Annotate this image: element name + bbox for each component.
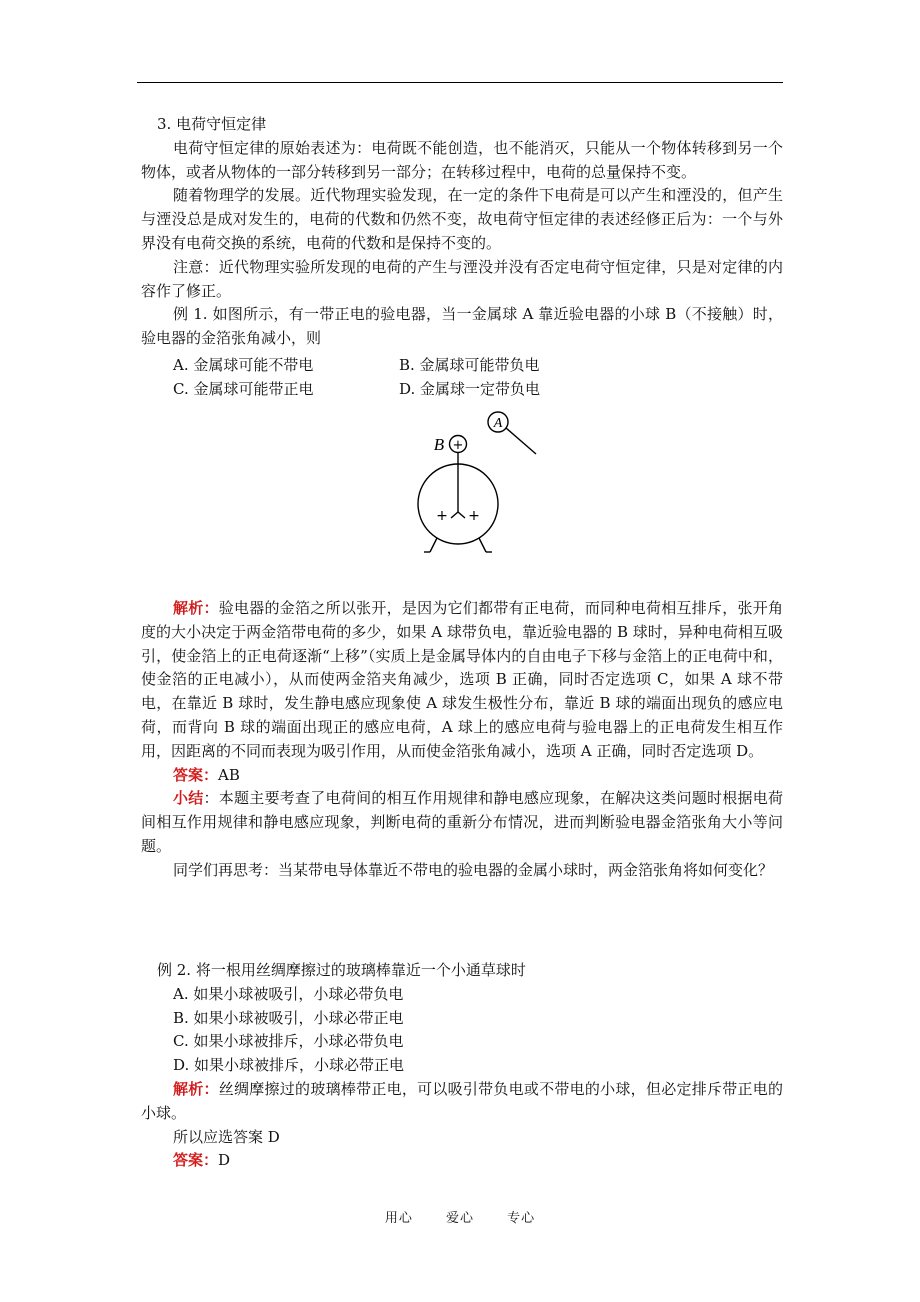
example2 — [141, 959, 783, 1173]
electroscope-figure — [410, 406, 542, 558]
example1-options — [173, 354, 540, 402]
answer-value: AB — [218, 765, 240, 784]
label-b: B — [433, 435, 445, 454]
paragraph-1: 电荷守恒定律的原始表述为：电荷既不能创造，也不能消灭，只能从一个物体转移到另一个物体，或者从物体的一部分转移到另一部分；在转移过程中，电荷的总量保持不变。 — [141, 138, 783, 181]
option-c: C. 金属球可能带正电 — [173, 379, 314, 398]
gold-leaf-right — [458, 512, 465, 518]
option-d: D. 金属球一定带负电 — [399, 379, 541, 398]
section-intro — [141, 113, 783, 351]
charge-plus-right: + — [468, 508, 480, 524]
option-a: A. 金属球可能不带电 — [173, 356, 314, 374]
analysis-label: 解析： — [173, 1079, 219, 1098]
example2-conclusion: 所以应选答案 D — [173, 1127, 280, 1146]
paragraph-note: 注意：近代物理实验所发现的电荷的产生与湮没并没有否定电荷守恒定律，只是对定律的内容作了修正。 — [141, 257, 783, 300]
label-a: A — [493, 416, 503, 431]
charge-plus-b: + — [452, 438, 464, 453]
option-b: B. 金属球可能带负电 — [399, 356, 540, 374]
answer-label: 答案： — [173, 765, 219, 784]
example2-analysis — [141, 1078, 783, 1126]
analysis-text: 验电器的金箔之所以张开，是因为它们都带有正电荷，而同种电荷相互排斥，张开角度的大小决定于两金箔带电荷的多少，如果 A 球带负电，靠近验电器的 B 球时，异种电荷相互吸引，使金箔上的正电荷逐渐“上移”（实质上是金属导体内的自由电子下移与金箔上的正电荷中和，使金箔的正电减小），从而使两金箔夹角减少，选项 B 正确，同时否定选项 C，如果 A 球不带电，在靠近 B 球时，发生静电感应现象使 A 球发生极性分布，靠近 B 球的端面出现负的感应电荷，而背向 B 球的端面出现正的感应电荷，A 球上的感应电荷与验电器上的正电荷发生相互作用，因距离的不同而表现为吸引作用，从而使金箔张角减小，选项 A 正确，同时否定选项 D。 — [141, 599, 783, 760]
footer-word: 用心 — [384, 1211, 413, 1226]
section-title: 3. 电荷守恒定律 — [157, 115, 267, 133]
gold-leaf-left — [451, 512, 458, 518]
example1-analysis — [141, 597, 783, 764]
example1-think: 同学们再思考：当某带电导体靠近不带电的验电器的金属小球时，两金箔张角将如何变化？ — [173, 860, 774, 879]
footer-word: 专心 — [507, 1211, 536, 1226]
footer-word: 爱心 — [445, 1211, 474, 1226]
example1-question: 例 1. 如图所示，有一带正电的验电器，当一金属球 A 靠近验电器的小球 B（不接触）时，验电器的金箔张角减小，则 — [141, 305, 783, 348]
example2-answer — [141, 1149, 783, 1173]
paragraph-2: 随着物理学的发展。近代物理实验发现，在一定的条件下电荷是可以产生和湮没的，但产生与湮没总是成对发生的，电荷的代数和仍然不变，故电荷守恒定律的表述经修正后为：一个与外界没有电荷交换的系统，电荷的代数和是保持不变的。 — [141, 186, 783, 252]
example2-option-b: B. 如果小球被吸引，小球必带正电 — [173, 1008, 404, 1027]
example2-option-c: C. 如果小球被排斥，小球必带负电 — [173, 1032, 404, 1051]
charge-plus-left: + — [436, 508, 448, 524]
summary-label: 小结 — [173, 789, 204, 808]
analysis-text: 丝绸摩擦过的玻璃棒带正电，可以吸引带负电或不带电的小球，但必定排斥带正电的小球。 — [141, 1079, 783, 1122]
summary-text: ：本题主要考查了电荷间的相互作用规律和静电感应现象，在解决这类问题时根据电荷间相互作用规律和静电感应现象，判断电荷的重新分布情况，进而判断验电器金箔张角大小等问题。 — [141, 789, 783, 855]
example1-answer — [141, 764, 783, 788]
example2-question: 例 2. 将一根用丝绸摩擦过的玻璃棒靠近一个小通草球时 — [157, 961, 526, 979]
example1-summary — [141, 787, 783, 858]
answer-value: D — [218, 1151, 231, 1170]
header-rule — [137, 82, 783, 83]
analysis-label: 解析： — [173, 599, 219, 617]
insulating-handle — [506, 428, 536, 454]
example2-option-a: A. 如果小球被吸引，小球必带负电 — [173, 984, 404, 1003]
footer — [0, 1207, 920, 1226]
example2-option-d: D. 如果小球被排斥，小球必带正电 — [173, 1056, 405, 1075]
answer-label: 答案： — [173, 1151, 219, 1170]
example1-solution — [141, 597, 783, 883]
